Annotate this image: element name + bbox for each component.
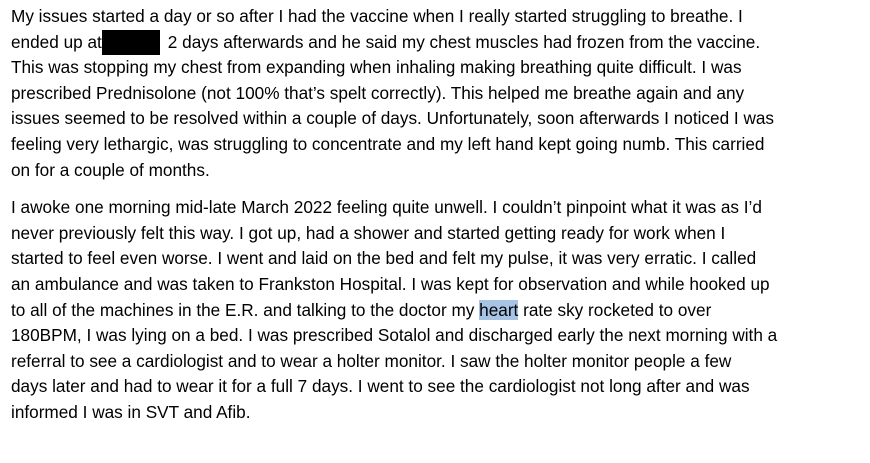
- text-line: an ambulance and was taken to Frankston Hospital. I was kept for observation and while hooked up: [11, 273, 770, 294]
- text-line: My issues started a day or so after I had the vaccine when I really started struggling to breathe. I: [11, 6, 743, 26]
- text-line: referral to see a cardiologist and to wear a holter monitor. I saw the holter monitor people a few: [11, 350, 732, 371]
- text-segment: 2 days afterwards and he said my chest muscles had frozen from the vaccine.: [167, 31, 761, 52]
- text-line: on for a couple of months.: [11, 159, 210, 180]
- paragraph-1: [11, 4, 866, 183]
- text-line: This was stopping my chest from expanding when inhaling making breathing quite difficult. I was: [11, 57, 742, 78]
- text-line: [11, 30, 866, 56]
- text-line: started to feel even worse. I went and laid on the bed and felt my pulse, it was very erratic. I called: [11, 248, 757, 269]
- paragraph-2: [11, 195, 866, 425]
- text-segment: to all of the machines in the E.R. and talking to the doctor my: [11, 299, 480, 320]
- text-line[interactable]: [11, 298, 866, 324]
- text-line: 180BPM, I was lying on a bed. I was prescribed Sotalol and discharged early the next morning with a: [11, 325, 778, 346]
- text-line: issues seemed to be resolved within a couple of days. Unfortunately, soon afterwards I noticed I was: [11, 108, 775, 129]
- text-line: never previously felt this way. I got up, had a shower and started getting ready for work when I: [11, 222, 726, 243]
- text-line: feeling very lethargic, was struggling to concentrate and my left hand kept going numb. This carried: [11, 133, 765, 154]
- text-line: I awoke one morning mid-late March 2022 feeling quite unwell. I couldn’t pinpoint what it was as I’d: [11, 197, 762, 218]
- selected-word[interactable]: heart: [479, 299, 519, 320]
- text-segment: ended up at: [11, 31, 102, 52]
- document-body: [11, 4, 866, 426]
- paragraph-spacer: [11, 183, 866, 195]
- redaction-box: [102, 30, 160, 55]
- text-line: prescribed Prednisolone (not 100% that’s spelt correctly). This helped me breathe again and any: [11, 82, 745, 103]
- text-line: informed I was in SVT and Afib.: [11, 401, 251, 422]
- text-line: days later and had to wear it for a full 7 days. I went to see the cardiologist not long after and was: [11, 376, 750, 397]
- text-segment: rate sky rocketed to over: [518, 299, 712, 320]
